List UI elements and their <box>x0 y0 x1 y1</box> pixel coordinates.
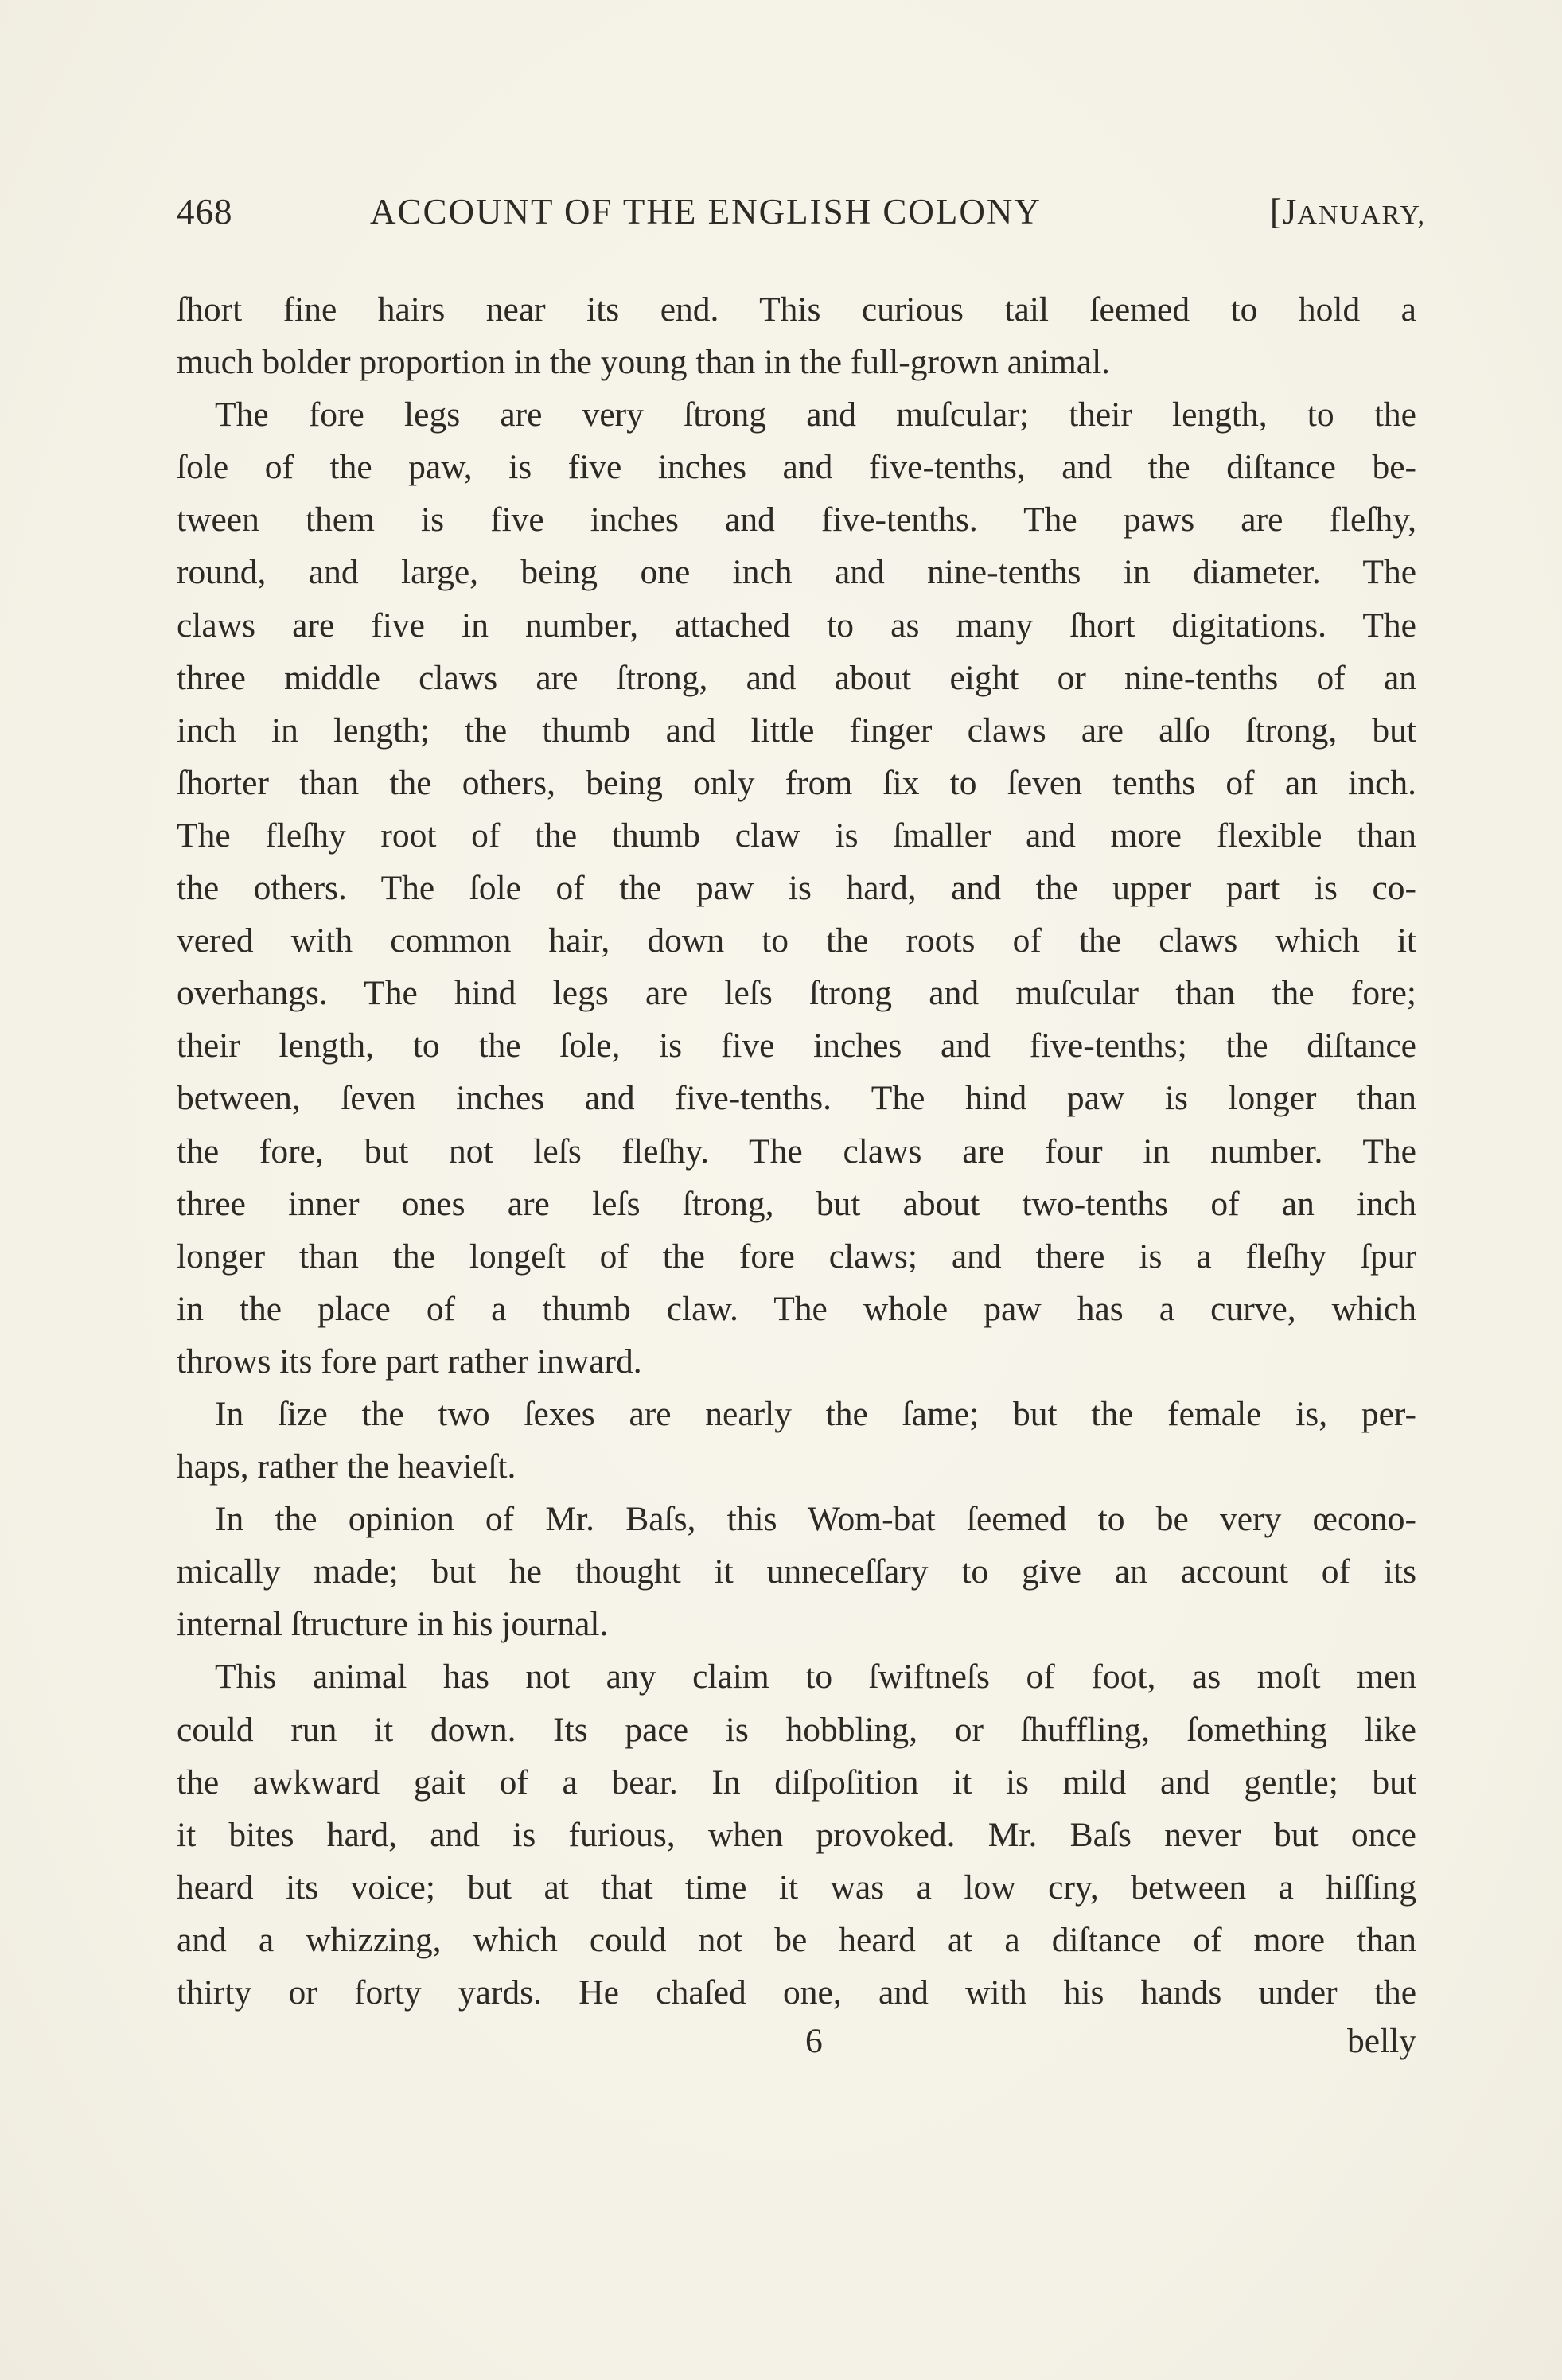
text-line: mically made; but he thought it unneceſſary to give an account of its <box>177 1552 1416 1591</box>
text-line: The fore legs are very ſtrong and muſcular; their length, to the <box>215 395 1416 434</box>
text-line: three middle claws are ſtrong, and about eight or nine-tenths of an <box>177 658 1416 697</box>
text-line: vered with common hair, down to the roots of the claws which it <box>177 921 1416 960</box>
text-line: The fleſhy root of the thumb claw is ſmaller and more flexible than <box>177 816 1416 855</box>
text-line: throws its fore part rather inward. <box>177 1342 642 1381</box>
text-line: inch in length; the thumb and little finger claws are alſo ſtrong, but <box>177 711 1416 750</box>
text-line: and a whizzing, which could not be heard at a diſtance of more than <box>177 1920 1416 1959</box>
text-line: in the place of a thumb claw. The whole paw has a curve, which <box>177 1289 1416 1328</box>
text-line: overhangs. The hind legs are leſs ſtrong and muſcular than the fore; <box>177 974 1416 1013</box>
text-line: longer than the longeſt of the fore claws; and there is a fleſhy ſpur <box>177 1237 1416 1276</box>
body-text <box>177 283 1416 2019</box>
text-line: much bolder proportion in the young than in the full-grown animal. <box>177 343 1111 382</box>
text-line: In ſize the two ſexes are nearly the ſame; but the female is, per- <box>215 1394 1416 1433</box>
text-line: the awkward gait of a bear. In diſpoſition it is mild and gentle; but <box>177 1763 1416 1802</box>
running-date <box>1270 191 1426 232</box>
signature-mark: 6 <box>805 2022 823 2060</box>
text-line: it bites hard, and is furious, when provoked. Mr. Baſs never but once <box>177 1815 1416 1854</box>
page-number: 468 <box>177 192 233 232</box>
text-line: ſhorter than the others, being only from ſix to ſeven tenths of an inch. <box>177 763 1416 802</box>
text-line: claws are five in number, attached to as many ſhort digitations. The <box>177 606 1416 645</box>
catchword: belly <box>1347 2022 1416 2060</box>
running-title: ACCOUNT OF THE ENGLISH COLONY <box>370 192 1042 232</box>
text-line: the fore, but not leſs fleſhy. The claws are four in number. The <box>177 1132 1416 1171</box>
text-line: In the opinion of Mr. Baſs, this Wom-bat ſeemed to be very œcono- <box>215 1500 1416 1539</box>
text-line: internal ſtructure in his journal. <box>177 1605 609 1644</box>
text-line: haps, rather the heavieſt. <box>177 1447 516 1486</box>
text-line: tween them is five inches and five-tenths. The paws are fleſhy, <box>177 501 1416 539</box>
text-line: the others. The ſole of the paw is hard, and the upper part is co- <box>177 869 1416 908</box>
running-header <box>177 191 1426 247</box>
text-line: three inner ones are leſs ſtrong, but about two-tenths of an inch <box>177 1184 1416 1223</box>
text-line: between, ſeven inches and five-tenths. The hind paw is longer than <box>177 1079 1416 1118</box>
running-date-open: [J <box>1269 192 1298 232</box>
text-line: could run it down. Its pace is hobbling, or ſhuffling, ſomething like <box>177 1710 1416 1749</box>
text-line: round, and large, being one inch and nine-tenths in diameter. The <box>177 553 1416 592</box>
page-footer <box>177 2021 1416 2077</box>
text-line: thirty or forty yards. He chaſed one, and with his hands under the <box>177 1973 1416 2012</box>
text-line: heard its voice; but at that time it was a low cry, between a hiſſing <box>177 1868 1416 1907</box>
text-line: This animal has not any claim to ſwiftneſs of foot, as moſt men <box>215 1657 1416 1696</box>
text-line: ſole of the paw, is five inches and five-tenths, and the diſtance be- <box>177 448 1416 487</box>
text-line: ſhort fine hairs near its end. This curious tail ſeemed to hold a <box>177 290 1416 329</box>
text-line: their length, to the ſole, is five inches and five-tenths; the diſtance <box>177 1026 1416 1065</box>
running-date-rest: ANUARY, <box>1297 201 1426 230</box>
